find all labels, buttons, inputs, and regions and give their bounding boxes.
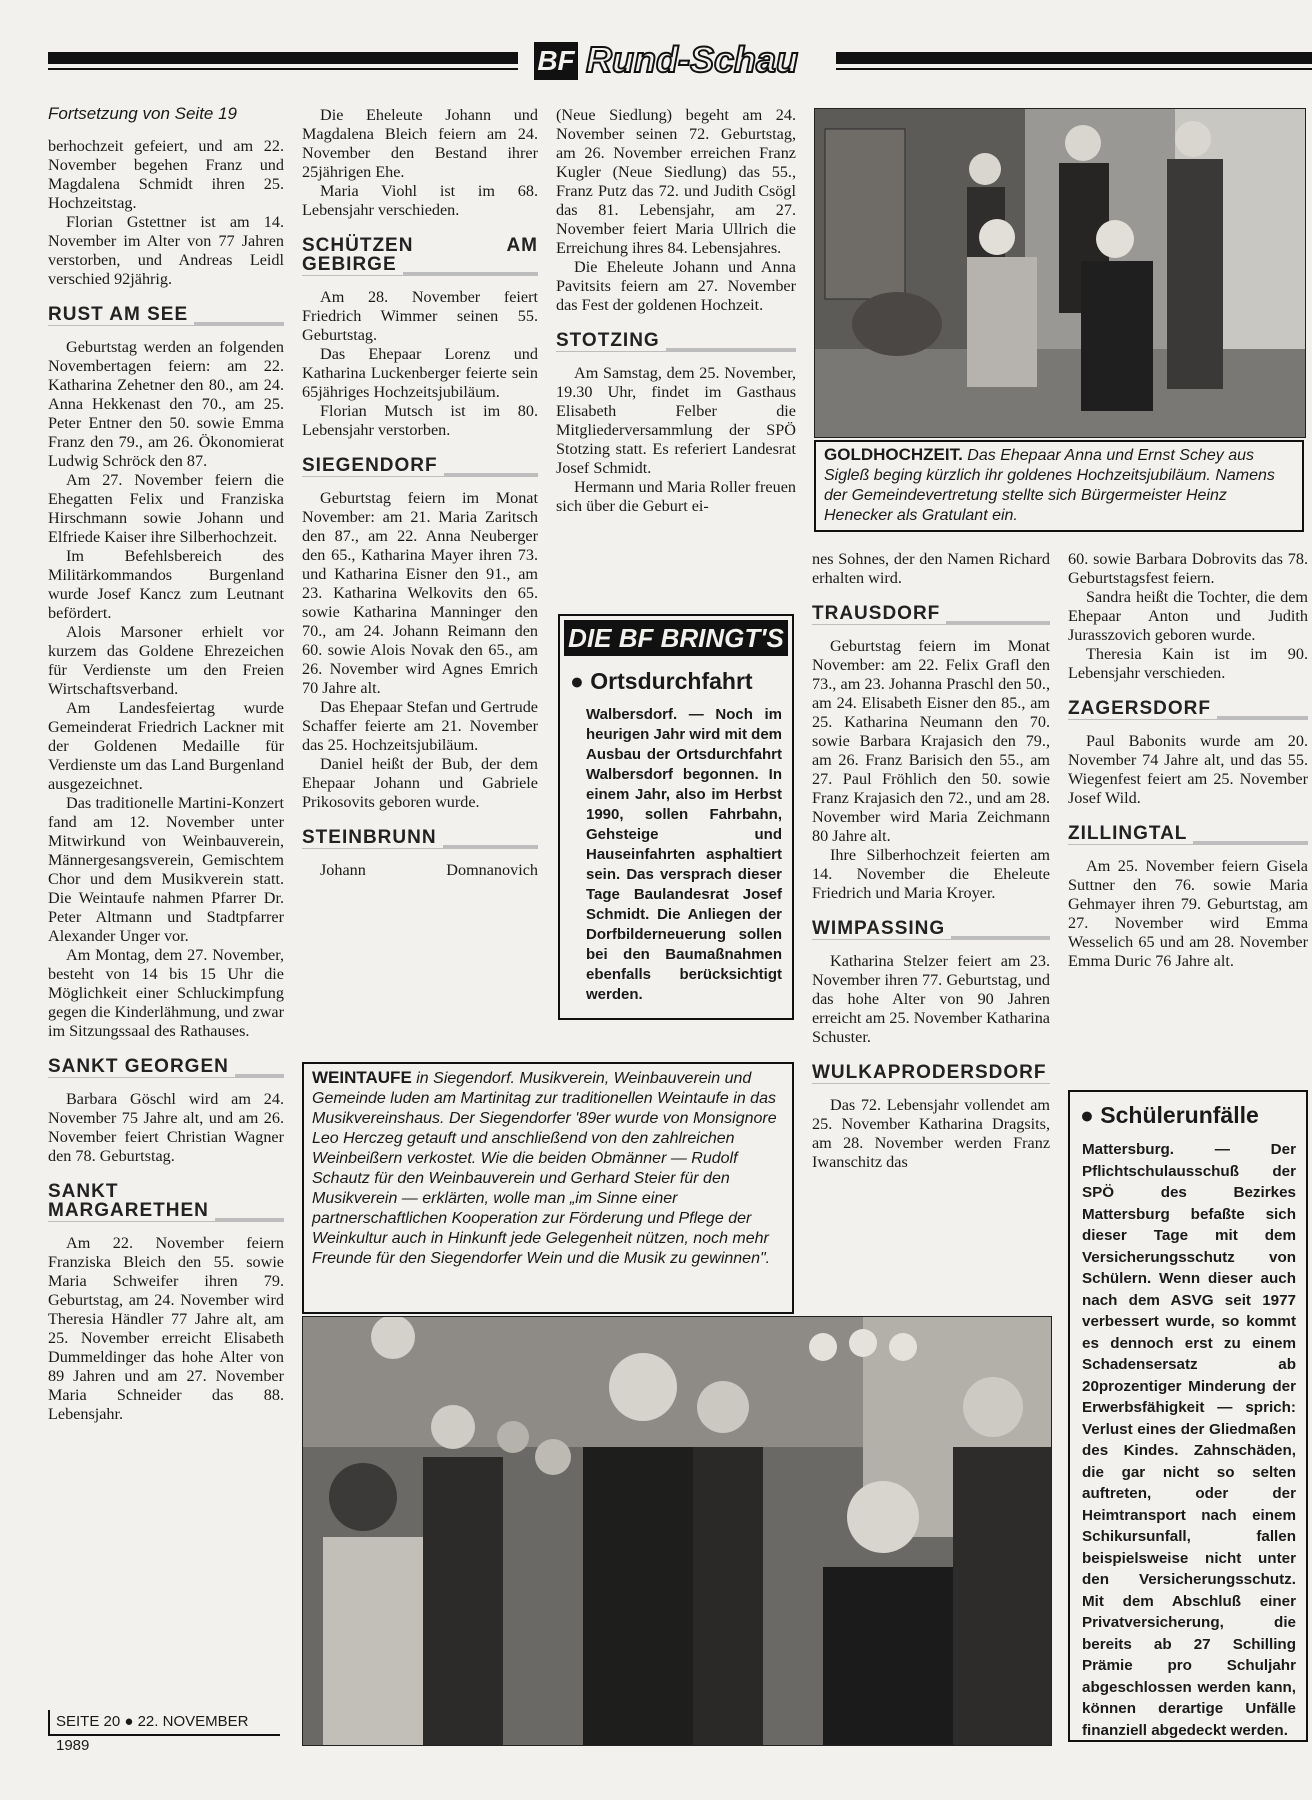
schuelerunfaelle-box: [1068, 1090, 1308, 1742]
paragraph: Hermann und Maria Roller freuen sich über die Geburt ei-: [556, 478, 796, 515]
paragraph: Barbara Göschl wird am 24. November 75 Jahre alt, und am 26. November feiert Christian Wagner den 78. Geburtstag.: [48, 1090, 284, 1165]
masthead: [0, 38, 1312, 88]
paragraph: Am Samstag, dem 25. November, 19.30 Uhr, findet im Gasthaus Elisabeth Felber die Mitgliederversammlung der SPÖ Stotzing statt. Es referiert Landesrat Josef Schmidt.: [556, 364, 796, 477]
paragraph: (Neue Siedlung) begeht am 24. November seinen 72. Geburtstag, am 26. November erreichen Franz Kugler (Neue Siedlung) das 55., Franz Putz das 72. und Judith Csögl das 81. Lebensjahr, am 27. November feiert Maria Ullrich die Erreichung ihres 84. Lebensjahres.: [556, 106, 796, 257]
paragraph: Geburtstag feiern im Monat November: am 22. Felix Grafl den 73., am 23. Johanna Praschl den 50., am 24. Elisabeth Eisner den 85., am 25. Katharina Neumann den 70. sowie Barbara Krajasich den 79., am 26. Franz Barisich den 55., am 27. Paul Fröhlich den 50. sowie Franz Krajasich den 72., und am 28. November wird Maria Zeichmann 80 Jahre alt.: [812, 637, 1050, 845]
column-2: [302, 106, 538, 880]
paragraph: Geburtstag werden an folgenden Novembertagen feiern: am 22. Katharina Zehetner den 80., am 24. Anna Hekkenast den 70., am 25. Peter Entner den 50. sowie Emma Franz den 79., am 26. Ökonomierat Ludwig Schröck den 87.: [48, 338, 284, 470]
masthead-rule-left: [48, 52, 518, 64]
section-heading-zagersdorf: ZAGERSDORF: [1068, 683, 1308, 732]
paragraph: berhochzeit gefeiert, und am 22. November begehen Franz und Magdalena Schmidt ihren 25. Hochzeitstag.: [48, 137, 284, 212]
section-heading-wulkaprodersdorf: WULKAPRODERSDORF: [812, 1047, 1050, 1096]
bullet-icon: ●: [570, 668, 591, 694]
paragraph: Florian Gstettner ist am 14. November im Alter von 77 Jahren verstorben, und Andreas Leidl verschied 92jährig.: [48, 213, 284, 288]
paragraph: Paul Babonits wurde am 20. November 74 Jahre alt, und das 55. Wiegenfest feiert am 25. November Josef Wild.: [1068, 732, 1308, 807]
page-footer: SEITE 20 ● 22. NOVEMBER 1989: [48, 1710, 280, 1736]
section-heading-rust: RUST AM SEE: [48, 289, 284, 338]
schuelerunfaelle-title: ● Schülerunfälle: [1080, 1102, 1259, 1128]
paragraph: Am Montag, dem 27. November, besteht von 14 bis 15 Uhr die Möglichkeit einer Schluckimpfung gegen die Kinderlähmung, und zwar im Sitzungssaal des Rathauses.: [48, 946, 284, 1040]
paragraph: Geburtstag feiern im Monat November: am 21. Maria Zaritsch den 87., am 22. Anna Neuberger den 65., Katharina Mayer ihren 73. und Katharina Eisner den 91., am 23. Katharina Welkovits den 65. sowie Katharina Manninger den 70., am 24. Johann Reimann den 60. sowie Alois Novak den 65., am 26. November wird Agnes Emrich 70 Jahre alt.: [302, 489, 538, 697]
paragraph: Das Ehepaar Lorenz und Katharina Luckenberger feierte sein 65jähriges Hochzeitsjubiläum.: [302, 345, 538, 401]
section-heading-trausdorf: TRAUSDORF: [812, 588, 1050, 637]
caption-text: in Siegendorf. Musikverein, Weinbauverein und Gemeinde luden am Martinitag zur traditionellen Weintaufe in das Musikvereinshaus. Der Siegendorfer '89er wurde von Monsignore Leo Herczeg getauft und anschließend von den zahlreichen Weinbeißern verkostet. Wie die beiden Obmänner — Rudolf Schautz für den Weinbauverein und Gerhard Steier für den Musikverein — erklärten, wolle man „im Sinne einer partnerschaftlichen Kooperation zur Förderung und Pflege der Weinkultur auch in Hinkunft jede Gelegenheit nützen, noch mehr Freunde für den Siegendorfer Wein und die Musik zu gewinnen".: [312, 1070, 777, 1267]
column-3: [556, 106, 796, 516]
bf-bringts-text: Walbersdorf. — Noch im heurigen Jahr wird mit dem Ausbau der Ortsdurchfahrt Walbersdorf begonnen. In einem Jahr, also im Herbst 1990, sollen Fahrbahn, Gehsteige und Hauseinfahrten asphaltiert sein. Das versprach dieser Tage Baulandesrat Josef Schmidt. Die Anliegen der Dorfbilderneuerung sollen bei den Baumaßnahmen ebenfalls berücksichtigt werden.: [586, 706, 782, 1003]
masthead-rule-left-thin: [48, 68, 518, 70]
goldhochzeit-caption: [814, 440, 1304, 532]
weintaufe-photo: [302, 1316, 1052, 1746]
paragraph: Am 22. November feiern Franziska Bleich den 55. sowie Maria Schweifer ihren 79. Geburtstag, am 24. November wird Theresia Händler 77 Jahre alt, am 25. November erreicht Elisabeth Dummeldinger das hohe Alter von 89 Jahren und am 27. November Maria Schneider das 88. Lebensjahr.: [48, 1234, 284, 1423]
column-1: [48, 104, 284, 1424]
paragraph: Am Landesfeiertag wurde Gemeinderat Friedrich Lackner mit der Goldenen Medaille für Verdienste um das Land Burgenland ausgezeichnet.: [48, 699, 284, 793]
section-heading-stotzing: STOTZING: [556, 315, 796, 364]
paragraph: Florian Mutsch ist im 80. Lebensjahr verstorben.: [302, 402, 538, 439]
column-4: [812, 550, 1050, 1172]
paragraph: Am 28. November feiert Friedrich Wimmer seinen 55. Geburtstag.: [302, 288, 538, 344]
caption-lead: WEINTAUFE: [312, 1068, 412, 1087]
section-heading-steinbrunn: STEINBRUNN: [302, 812, 538, 861]
masthead-rule-right-thin: [836, 68, 1312, 70]
bf-bringts-banner: DIE BF BRINGT'S: [564, 620, 788, 656]
section-heading-siegendorf: SIEGENDORF: [302, 440, 538, 489]
paragraph: Maria Viohl ist im 68. Lebensjahr verschieden.: [302, 182, 538, 219]
weintaufe-caption: [302, 1062, 794, 1314]
paragraph: 60. sowie Barbara Dobrovits das 78. Geburtstagsfest feiern.: [1068, 550, 1308, 587]
continuation-note: Fortsetzung von Seite 19: [48, 104, 238, 123]
caption-lead: GOLDHOCHZEIT.: [824, 445, 963, 464]
paragraph: nes Sohnes, der den Namen Richard erhalten wird.: [812, 550, 1050, 587]
masthead-title: Rund-Schau: [586, 39, 798, 80]
paragraph: Das Ehepaar Stefan und Gertrude Schaffer feierte am 21. November das 25. Hochzeitsjubiläum.: [302, 698, 538, 754]
paragraph: Ihre Silberhochzeit feierten am 14. November die Eheleute Friedrich und Maria Kroyer.: [812, 846, 1050, 902]
paragraph: Daniel heißt der Bub, der dem Ehepaar Johann und Gabriele Prikosovits geboren wurde.: [302, 755, 538, 811]
bf-bringts-title: ● Ortsdurchfahrt: [570, 668, 753, 694]
paragraph: Am 27. November feiern die Ehegatten Felix und Franziska Hirschmann sowie Johann und Elfriede Kaiser ihre Silberhochzeit.: [48, 471, 284, 546]
paragraph: Katharina Stelzer feiert am 23. November ihren 77. Geburtstag, und das hohe Alter von 90 Jahren erreicht am 25. November Katharina Schuster.: [812, 952, 1050, 1046]
paragraph: Alois Marsoner erhielt vor kurzem das Goldene Ehrezeichen für Verdienste um den Freien Wirtschaftsverband.: [48, 623, 284, 698]
paragraph: Das traditionelle Martini-Konzert fand am 12. November unter Mitwirkund von Weinbauverein, Männergesangsverein, Gemischtem Chor und dem Musikverein statt. Die Weintaufe nahmen Pfarrer Dr. Peter Altmann und Stadtpfarrer Alexander Unger vor.: [48, 794, 284, 945]
section-heading-sankt-georgen: SANKT GEORGEN: [48, 1041, 284, 1090]
paragraph: Theresia Kain ist im 90. Lebensjahr verschieden.: [1068, 645, 1308, 682]
section-heading-zillingtal: ZILLINGTAL: [1068, 808, 1308, 857]
section-heading-wimpassing: WIMPASSING: [812, 903, 1050, 952]
section-heading-schuetzen: SCHÜTZEN AM GEBIRGE: [302, 220, 538, 288]
paragraph: Sandra heißt die Tochter, die dem Ehepaar Anton und Judith Jurasszovich geboren wurde.: [1068, 588, 1308, 644]
paragraph: Die Eheleute Johann und Magdalena Bleich feiern am 24. November den Bestand ihrer 25jährigen Ehe.: [302, 106, 538, 181]
masthead-logo: BF: [534, 42, 578, 80]
paragraph: Im Befehlsbereich des Militärkommandos Burgenland wurde Josef Kancz zum Leutnant befördert.: [48, 547, 284, 622]
goldhochzeit-photo-illustration: [815, 109, 1305, 437]
schuelerunfaelle-text: Mattersburg. — Der Pflichtschulausschuß der SPÖ des Bezirkes Mattersburg befaßte sich dieser Tage mit dem Versicherungsschutz von Schülern. Wenn dieser auch nach dem ASVG seit 1977 verbessert wurde, so kommt es dennoch erst zu einem Schadensersatz ab 20prozentiger Minderung der Erwerbsfähigkeit — sprich: Verlust eines der Gliedmaßen des Kindes. Zahnschäden, die gar nicht so selten auftreten, oder der Heimtransport nach einem Schikursunfall, fallen beispielsweise nicht unter den Versicherungsschutz. Mit dem Abschluß einer Privatversicherung, die bereits ab 27 Schilling Prämie pro Schuljahr abgeschlossen werden kann, können derartige Unfälle finanziell abgedeckt werden.: [1082, 1141, 1296, 1739]
bullet-icon: ●: [1080, 1102, 1101, 1128]
goldhochzeit-photo: [814, 108, 1306, 438]
masthead-rule-right: [836, 52, 1312, 64]
paragraph: Das 72. Lebensjahr vollendet am 25. November Katharina Dragsits, am 28. November werden Franz Iwanschitz das: [812, 1096, 1050, 1171]
paragraph: Johann Domnanovich: [320, 861, 538, 879]
caption-text: Das Ehepaar Anna und Ernst Schey aus Sigleß beging kürzlich ihr goldenes Hochzeitsjubiläum. Namens der Gemeindevertretung stellte sich Bürgermeister Heinz Henecker als Gratulant ein.: [824, 447, 1275, 524]
paragraph: Die Eheleute Johann und Anna Pavitsits feiern am 27. November das Fest der goldenen Hochzeit.: [556, 258, 796, 314]
bf-bringts-box: [558, 614, 794, 1020]
column-5: [1068, 550, 1308, 971]
paragraph: Am 25. November feiern Gisela Suttner den 76. sowie Maria Gehmayer ihren 79. Geburtstag, am 27. November wird Emma Wesselich 65 und am 28. November Emma Duric 76 Jahre alt.: [1068, 857, 1308, 970]
section-heading-sankt-margarethen: SANKT MARGARETHEN: [48, 1166, 284, 1234]
weintaufe-photo-illustration: [303, 1317, 1051, 1745]
